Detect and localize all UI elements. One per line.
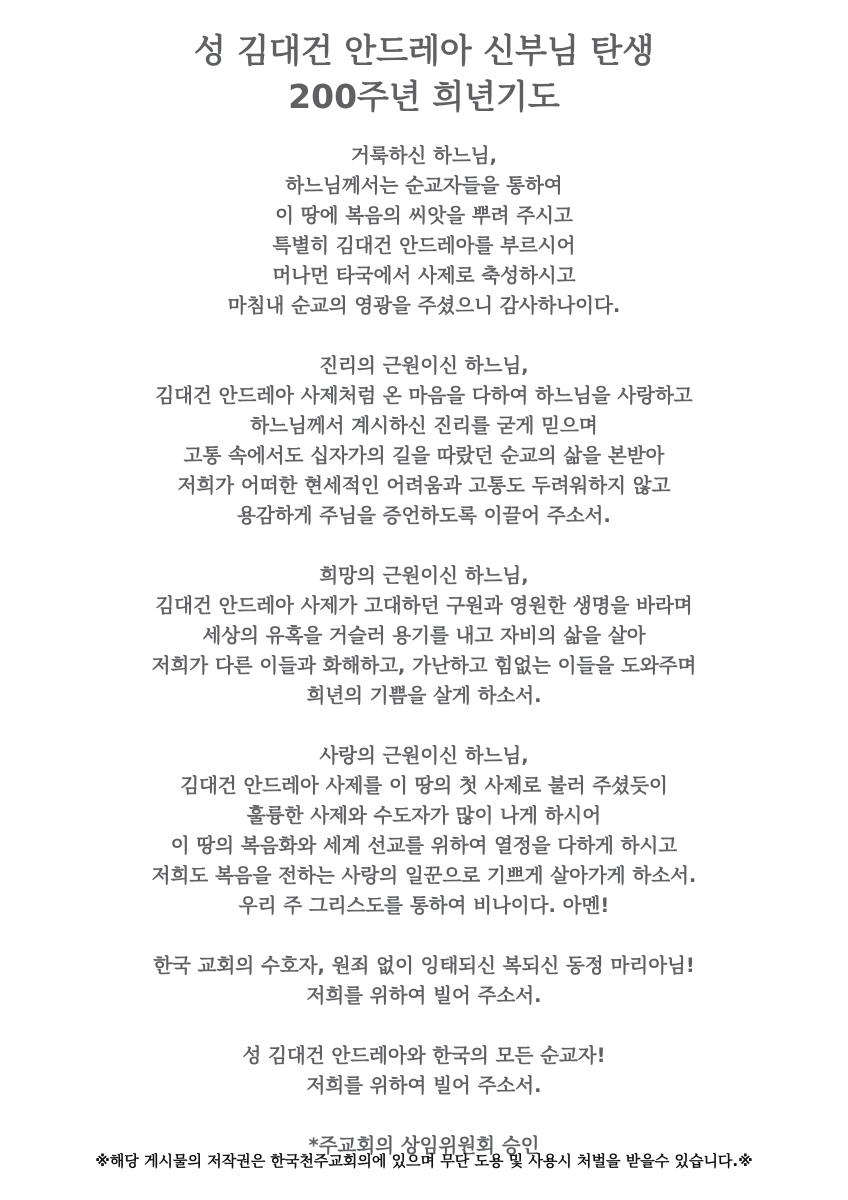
- prayer-line: 희망의 근원이신 하느님,: [319, 564, 529, 587]
- prayer-line: 우리 주 그리스도를 통하여 비나이다. 아멘!: [238, 894, 610, 917]
- title-line-2: 200주년 희년기도: [288, 77, 560, 116]
- approval-note: *주교회의 상임위원회 승인: [308, 1134, 540, 1157]
- prayer-line: 저희가 다른 이들과 화해하고, 가난하고 힘없는 이들을 도와주며: [151, 654, 697, 677]
- prayer-line: 진리의 근원이신 하느님,: [319, 354, 529, 377]
- prayer-line: 희년의 기쁨을 살게 하소서.: [306, 684, 542, 707]
- prayer-stanza: [0, 1041, 848, 1101]
- prayer-stanza: [0, 741, 848, 921]
- prayer-line: 저희를 위하여 빌어 주소서.: [306, 1074, 542, 1097]
- prayer-line: 저희를 위하여 빌어 주소서.: [306, 984, 542, 1007]
- prayer-stanza: [0, 561, 848, 711]
- prayer-line: 이 땅에 복음의 씨앗을 뿌려 주시고: [275, 204, 573, 227]
- prayer-line: 김대건 안드레아 사제를 이 땅의 첫 사제로 불러 주셨듯이: [180, 774, 668, 797]
- prayer-line: 이 땅의 복음화와 세계 선교를 위하여 열정을 다하게 하시고: [170, 834, 678, 857]
- prayer-line: 용감하게 주님을 증언하도록 이끌어 주소서.: [237, 504, 611, 527]
- prayer-stanza: [0, 141, 848, 321]
- prayer-line: 사랑의 근원이신 하느님,: [319, 744, 529, 767]
- prayer-line: 마침내 순교의 영광을 주셨으니 감사하나이다.: [227, 294, 621, 317]
- page-title: [0, 28, 848, 120]
- prayer-stanza: [0, 951, 848, 1011]
- copyright-notice: ※해당 게시물의 저작권은 한국천주교회의에 있으며 무단 도용 및 사용시 처벌을 받을수 있습니다.※: [95, 1152, 753, 1170]
- prayer-line: 성 김대건 안드레아와 한국의 모든 순교자!: [242, 1044, 606, 1067]
- prayer-line: 김대건 안드레아 사제가 고대하던 구원과 영원한 생명을 바라며: [155, 594, 693, 617]
- prayer-line: 머나먼 타국에서 사제로 축성하시고: [272, 264, 576, 287]
- prayer-line: 하느님께서는 순교자들을 통하여: [285, 174, 563, 197]
- stanza-list: [0, 141, 848, 1101]
- prayer-body: [0, 141, 848, 1161]
- prayer-line: 한국 교회의 수호자, 원죄 없이 잉태되신 복되신 동정 마리아님!: [153, 954, 695, 977]
- title-line-1: 성 김대건 안드레아 신부님 탄생: [193, 31, 655, 70]
- prayer-stanza: [0, 351, 848, 531]
- prayer-line: 저희가 어떠한 현세적인 어려움과 고통도 두려워하지 않고: [177, 474, 671, 497]
- prayer-line: 저희도 복음을 전하는 사랑의 일꾼으로 기쁘게 살아가게 하소서.: [151, 864, 697, 887]
- prayer-line: 훌륭한 사제와 수도자가 많이 나게 하시어: [246, 804, 602, 827]
- prayer-line: 김대건 안드레아 사제처럼 온 마음을 다하여 하느님을 사랑하고: [155, 384, 693, 407]
- prayer-line: 거룩하신 하느님,: [350, 144, 498, 167]
- prayer-line: 하느님께서 계시하신 진리를 굳게 믿으며: [250, 414, 598, 437]
- prayer-line: 고통 속에서도 십자가의 길을 따랐던 순교의 삶을 본받아: [183, 444, 665, 467]
- prayer-line: 특별히 김대건 안드레아를 부르시어: [272, 234, 576, 257]
- prayer-line: 세상의 유혹을 거슬러 용기를 내고 자비의 삶을 살아: [202, 624, 646, 647]
